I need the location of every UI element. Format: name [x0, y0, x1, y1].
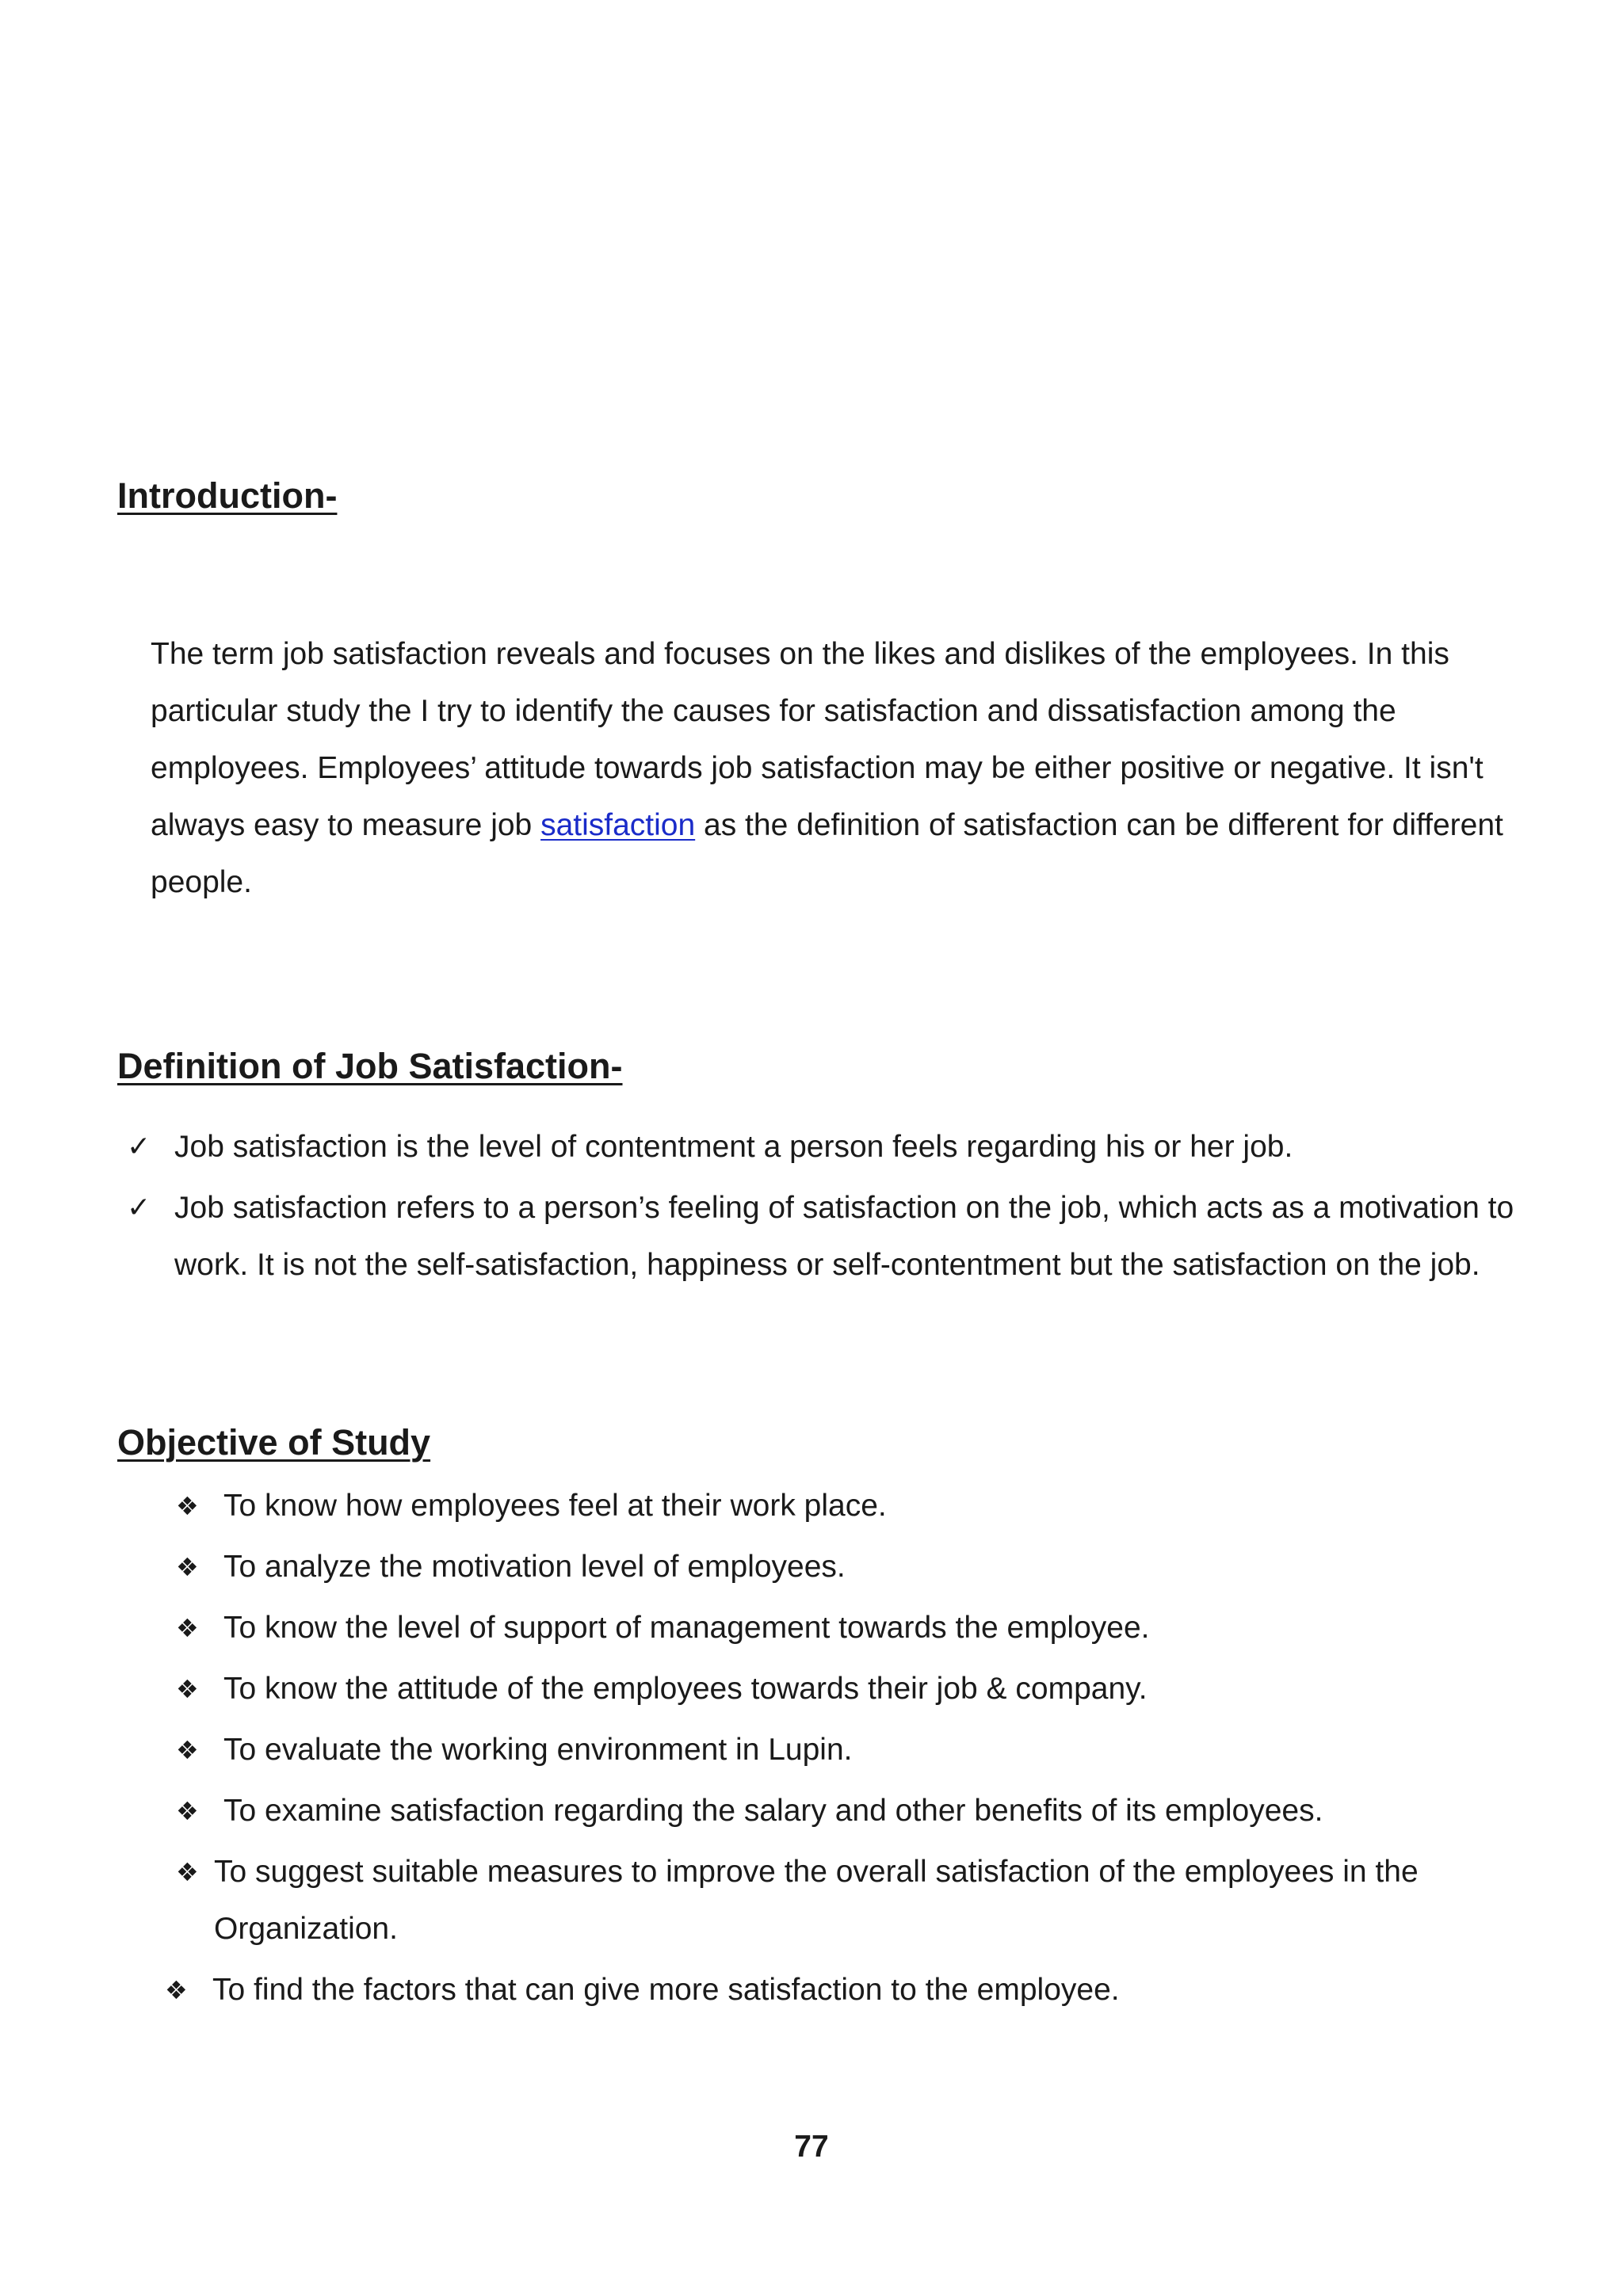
list-item	[165, 1962, 1571, 2019]
four-diamond-icon: ❖	[176, 1796, 199, 1826]
four-diamond-icon: ❖	[176, 1857, 199, 1887]
four-diamond-icon: ❖	[176, 1552, 199, 1582]
four-diamond-icon: ❖	[176, 1491, 199, 1521]
list-item	[176, 1844, 1571, 1958]
introduction-text-end: as the definition of satisfaction can be different for different people.	[151, 808, 1503, 899]
objective-list	[165, 1478, 1571, 2023]
introduction-text-start: The term job satisfaction reveals and focuses on the likes and dislikes of the employees. In this particular study the I try to identify the causes for satisfaction and dissatisfaction among the employees. Employees’ attitude towards job satisfaction may be either positive or negative. It isn't always easy to measure job	[151, 637, 1484, 842]
objective-item-text: To evaluate the working environment in Lupin.	[223, 1733, 853, 1767]
objective-item-text: To suggest suitable measures to improve the overall satisfaction of the employees in the Organization.	[214, 1855, 1419, 1946]
check-mark-icon: ✓	[127, 1131, 151, 1163]
objective-item-text: To find the factors that can give more satisfaction to the employee.	[212, 1973, 1120, 2007]
introduction-paragraph	[151, 626, 1545, 911]
check-mark-icon: ✓	[127, 1192, 151, 1224]
satisfaction-link[interactable]: satisfaction	[540, 808, 696, 842]
list-item	[176, 1539, 1571, 1596]
objective-heading: Objective of Study	[117, 1422, 431, 1463]
introduction-heading: Introduction-	[117, 475, 338, 516]
objective-item-text: To know how employees feel at their work place.	[223, 1489, 887, 1523]
four-diamond-icon: ❖	[176, 1735, 199, 1765]
list-item	[176, 1478, 1571, 1535]
objective-item-text: To know the attitude of the employees towards their job & company.	[223, 1672, 1148, 1706]
list-item	[176, 1600, 1571, 1657]
list-item	[127, 1119, 1553, 1176]
definition-list	[127, 1119, 1553, 1298]
objective-item-text: To know the level of support of management towards the employee.	[223, 1611, 1150, 1645]
definition-item-text: Job satisfaction refers to a person’s feeling of satisfaction on the job, which acts as a motivation to work. It is not the self-satisfaction, happiness or self-contentment but the satisfaction on the job.	[174, 1191, 1514, 1282]
definition-heading: Definition of Job Satisfaction-	[117, 1046, 623, 1086]
definition-item-text: Job satisfaction is the level of contentment a person feels regarding his or her job.	[174, 1130, 1293, 1164]
list-item	[176, 1661, 1571, 1718]
objective-item-text: To analyze the motivation level of employees.	[223, 1550, 846, 1584]
list-item	[176, 1783, 1571, 1840]
list-item	[127, 1180, 1553, 1294]
objective-item-text: To examine satisfaction regarding the salary and other benefits of its employees.	[223, 1794, 1323, 1828]
four-diamond-icon: ❖	[176, 1613, 199, 1643]
page-number: 77	[794, 2130, 829, 2164]
list-item	[176, 1722, 1571, 1779]
four-diamond-icon: ❖	[165, 1975, 188, 2005]
four-diamond-icon: ❖	[176, 1674, 199, 1704]
